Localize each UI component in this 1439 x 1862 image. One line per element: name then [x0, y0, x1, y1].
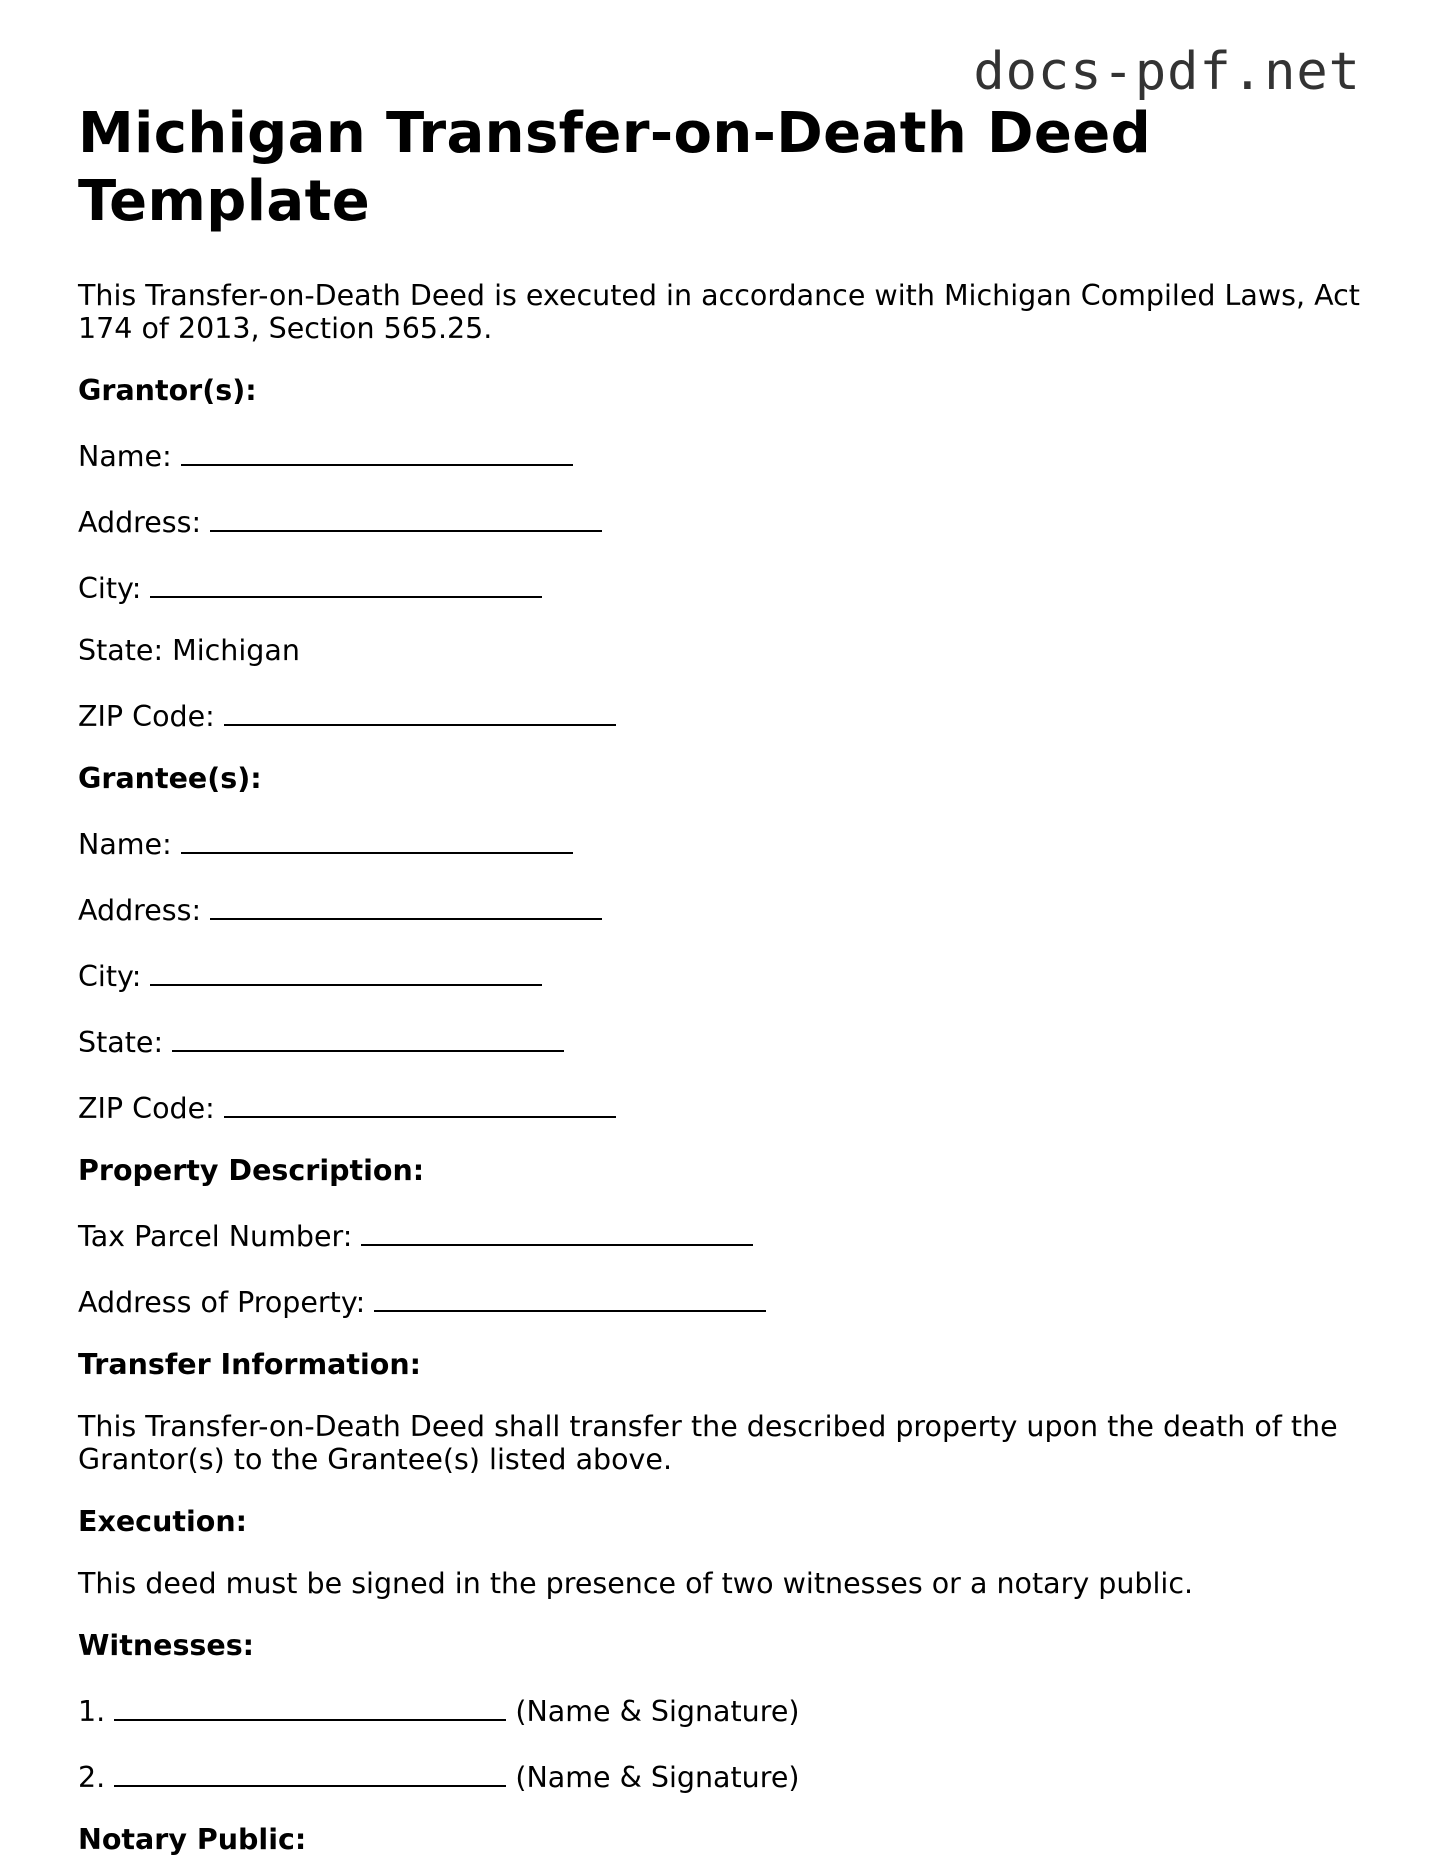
witness-line	[78, 1757, 1361, 1794]
grantee-state-label: State:	[78, 1026, 164, 1059]
grantor-address-label: Address:	[78, 506, 202, 539]
witness-signature-blank[interactable]	[114, 1691, 506, 1721]
parcel-number-field	[78, 1216, 1361, 1253]
property-address-field	[78, 1282, 1361, 1319]
grantor-city-blank[interactable]	[150, 568, 542, 598]
grantee-name-label: Name:	[78, 828, 172, 861]
grantee-city-label: City:	[78, 960, 142, 993]
grantor-zip-blank[interactable]	[224, 696, 616, 726]
property-address-label: Address of Property:	[78, 1286, 366, 1319]
witnesses-heading: Witnesses:	[78, 1629, 255, 1662]
witness-line	[78, 1691, 1361, 1728]
document-page	[78, 100, 1361, 1856]
grantee-zip-field	[78, 1088, 1361, 1125]
execution-paragraph: This deed must be signed in the presence of two witnesses or a notary public.	[78, 1567, 1194, 1600]
notary-heading: Notary Public:	[78, 1823, 307, 1856]
grantee-heading: Grantee(s):	[78, 762, 262, 795]
witness-number: 1.	[78, 1695, 106, 1728]
grantee-address-field	[78, 890, 1361, 927]
property-heading: Property Description:	[78, 1154, 425, 1187]
transfer-paragraph: This Transfer-on-Death Deed shall transfer the described property upon the death of the Grantor(s) to the Grantee(s) listed above.	[78, 1410, 1338, 1476]
parcel-number-label: Tax Parcel Number:	[78, 1220, 353, 1253]
grantee-zip-blank[interactable]	[224, 1088, 616, 1118]
grantee-address-label: Address:	[78, 894, 202, 927]
grantee-address-blank[interactable]	[210, 890, 602, 920]
witness-suffix: (Name & Signature)	[515, 1761, 800, 1794]
witness-signature-blank[interactable]	[114, 1757, 506, 1787]
grantee-state-blank[interactable]	[172, 1022, 564, 1052]
grantee-city-field	[78, 956, 1361, 993]
grantor-address-field	[78, 502, 1361, 539]
watermark: docs-pdf.net	[973, 42, 1361, 102]
transfer-heading: Transfer Information:	[78, 1348, 422, 1381]
property-address-blank[interactable]	[374, 1282, 766, 1312]
grantor-address-blank[interactable]	[210, 502, 602, 532]
grantee-city-blank[interactable]	[150, 956, 542, 986]
execution-heading: Execution:	[78, 1505, 248, 1538]
grantee-name-blank[interactable]	[181, 824, 573, 854]
grantee-state-field	[78, 1022, 1361, 1059]
witness-number: 2.	[78, 1761, 106, 1794]
grantee-zip-label: ZIP Code:	[78, 1092, 215, 1125]
grantor-zip-field	[78, 696, 1361, 733]
grantor-name-blank[interactable]	[181, 436, 573, 466]
grantor-city-field	[78, 568, 1361, 605]
grantee-name-field	[78, 824, 1361, 861]
grantor-state-line: State: Michigan	[78, 634, 300, 667]
witness-suffix: (Name & Signature)	[515, 1695, 800, 1728]
parcel-number-blank[interactable]	[361, 1216, 753, 1246]
grantor-zip-label: ZIP Code:	[78, 700, 215, 733]
intro-paragraph: This Transfer-on-Death Deed is executed in accordance with Michigan Compiled Laws, Act 174 of 2013, Section 565.25.	[78, 279, 1360, 345]
grantor-name-field	[78, 436, 1361, 473]
grantor-heading: Grantor(s):	[78, 374, 257, 407]
grantor-name-label: Name:	[78, 440, 172, 473]
grantor-city-label: City:	[78, 572, 142, 605]
document-title: Michigan Transfer-on-Death Deed Template	[78, 101, 1152, 234]
